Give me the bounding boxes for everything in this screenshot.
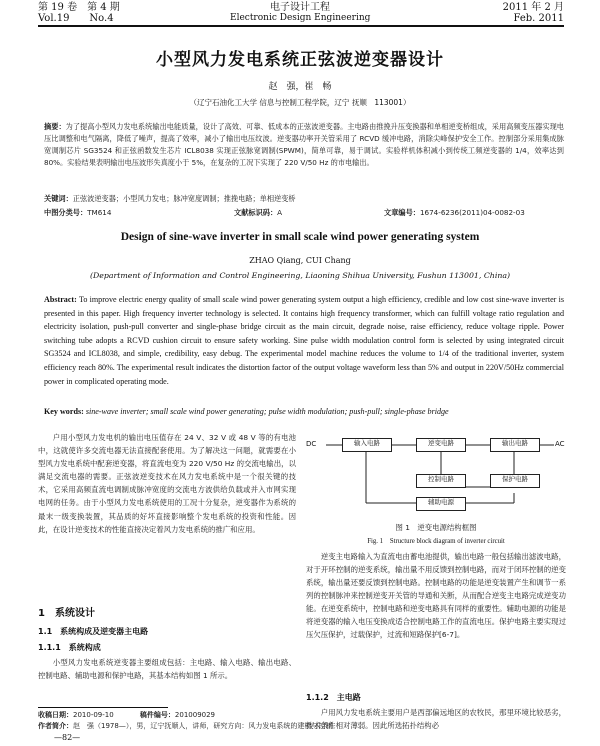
dc-input-label: DC [306,440,317,448]
figure-1-diagram [306,433,566,519]
affiliation-en: (Department of Information and Control Engineering, Liaoning Shihua University, Fushun 113001, China) [89,271,511,280]
abstract-zh [44,121,564,169]
figure-1-caption-en: Fig. 1 Structure block diagram of inverter circuit [367,538,505,545]
header-volume-en: Vol.19 No.4 [38,13,114,24]
authors-zh: 赵 强，崔 畅 [268,82,332,92]
right-column-paragraph: 逆变主电路输入为直流电由蓄电池提供，输出电路一般包括输出滤波电路，对于开环控制的逆变系统，输出量不用反馈到控制电路，而对于闭环控制的逆变系统，输出量还要反馈到控制电路。控制电路的功能是逆变装置产生和调节一系列的控制脉冲来控制逆变开关管的导通和关断，从而配合逆变主电路完成逆变功能。在逆变系统中，控制电路和逆变电路具有同样的重要性。辅助电源的功能是将逆变器的输入电压变换成适合控制电路工作的直流电压。保护电路主要实现过压欠压保护，过载保护，过流和短路保护[6-7]。 [306,552,566,639]
authors-en: ZHAO Qiang, CUI Chang [249,256,351,265]
received-label: 收稿日期： [38,711,73,719]
abstract-en-label: Abstract: [44,295,77,304]
footnote-dates [38,710,296,720]
affiliation-zh: （辽宁石油化工大学 信息与控制工程学院，辽宁 抚顺 113001） [189,98,411,107]
intro-paragraph: 户用小型风力发电机的输出电压值存在 24 V、32 V 或 48 V 等的有电池中，这就使许多交流电器无法直接配套使用。为了解决这一问题，就需要在小型风力发电系统中配套逆变器，将直流电变为 220 V/50 Hz 的交流电输出，以满足交流电器的需要。正弦波逆变技术在风力发电系统中是一个很关键的技术，它采用高频直流电调制成脉冲宽度的交流电方波供给负载或并入市网实现电网的任务。由于小型风力发电系统使用的工况十分复杂，逆变器作为系统的最末一级变换装置，其品质的好坏直接影响整个发电系统的投资和性能。因此，在设计逆变技术的性能直接决定着风力发电系统的推广和应用。 [38,433,296,534]
title-en: Design of sine-wave inverter in small scale wind power generating system [120,231,480,243]
footnote-author [38,721,340,731]
keywords-zh-label: 关键词： [44,194,73,203]
header-date [503,2,564,24]
header-volume-zh: 第 19 卷 第 4 期 [38,2,120,13]
section-1-1-heading: 1.1 系统构成及逆变器主电路 [38,627,149,636]
article-number: 文章编号：1674-6236(2011)04-0082-03 [384,208,525,217]
author-bio-text: 赵 强（1978—），男，辽宁抚顺人，讲师，研究方向：风力发电系统的建模与控制。 [73,722,340,730]
document-code: 文献标识码：A [234,208,283,217]
header-rule [38,25,564,27]
keywords-en [44,405,564,419]
manuscript-number: 201009029 [174,711,216,719]
section-1-heading: 1 系统设计 [38,608,95,619]
section-1-1-2-text: 户用风力发电系统主要用户是西部偏远地区的农牧民，那里环境比较恶劣，技术条件相对薄弱。因此所选拓扑结构必 [306,708,566,730]
section-1-1-1-heading: 1.1.1 系统构成 [38,643,101,652]
block-protection-circuit: 保护电路 [490,474,540,488]
section-1-1-2-heading: 1.1.2 主电路 [306,693,361,702]
block-input-circuit: 输入电路 [342,438,392,452]
keywords-en-label: Key words: [44,407,84,416]
header-journal-en: Electronic Design Engineering [230,13,371,23]
author-bio-label: 作者简介： [38,722,73,730]
abstract-zh-label: 摘要： [44,122,66,131]
keywords-zh-text: 正弦波逆变器；小型风力发电；脉冲宽度调制；推挽电路；单相逆变桥 [72,194,296,203]
abstract-en [44,293,564,388]
abstract-zh-text: 为了提高小型风力发电系统输出电能质量，设计了高效、可靠、低成本的正弦波逆变器。主电路由推挽升压变换器和单相逆变桥组成，采用高频变压器实现电压比调整和电气隔离，降低了噪声，提高了效率，减小了输出电压纹波。逆变器功率开关管采用了 RCVD 缓冲电路，消除尖峰保护安全工作。控制部分采用集成脉宽调制芯片 SG3524 和正弦函数发生芯片 ICL8038 实现正弦脉宽调制(SPWM)，简单可靠，易于调试。实验样机体积减小到传统工频逆变器的 1/4，效率达到 80%。实验结果表明输出电压波形失真度小于 5%，在复杂的工况下实现了 220 V/50 Hz 的市电输出。 [44,122,564,167]
page-number: —82— [54,733,81,742]
block-inverter-circuit: 逆变电路 [416,438,466,452]
header-date-zh: 2011 年 2 月 [502,2,564,13]
keywords-en-text: sine-wave inverter; small scale wind power generating; pulse width modulation; push-pull; single-phase bridge [85,407,449,416]
manuscript-label: 稿件编号： [139,711,175,719]
footnote-rule [38,707,168,708]
block-auxiliary-power: 辅助电源 [416,497,466,511]
block-control-circuit: 控制电路 [416,474,466,488]
figure-1-caption-zh: 图 1 逆变电源结构框图 [395,523,477,532]
abstract-en-text: To improve electric energy quality of small scale wind power generating system output a high efficiency, credible and low cost sine-wave inverter is presented in this paper. High frequency inverter technology is selected. It contains high frequency transformer, which can fulfill voltage ratio regulation and electricity isolation, push-pull converter and single-phase bridge circuit as the main circuit, degrade noise, raise efficiency, reduce voltage ripple. Power switching tube adopts a RCVD cushion circuit to ensure safety working. Sine pulse width modulation control form is selected by using integrated circuit SG3524 and ICL8038, and simple, credibility, easy debug. The experimental model machine reduces the volume to 1/4 of the traditional inverter, system efficiency reach 80%. The experimental result indicates the distortion factor of the output voltage waveform less than 5% and output in 220V/50Hz commercial power in complicated operating mode. [44,295,564,386]
keywords-zh [44,193,564,205]
section-1-1-1-text: 小型风力发电系统逆变器主要组成包括：主电路、输入电路、输出电路、控制电路、辅助电源和保护电路，其基本结构如图 1 所示。 [38,658,296,680]
title-zh: 小型风力发电系统正弦波逆变器设计 [156,50,444,70]
block-output-circuit: 输出电路 [490,438,540,452]
header-journal-volume [38,2,120,24]
ac-output-label: AC [555,440,565,448]
header-journal-zh: 电子设计工程 [270,2,330,13]
header-date-en: Feb. 2011 [513,13,564,24]
clc-number: 中图分类号：TM614 [44,208,112,217]
header-journal-name [230,2,370,24]
received-date: 2010-09-10 [73,711,114,719]
